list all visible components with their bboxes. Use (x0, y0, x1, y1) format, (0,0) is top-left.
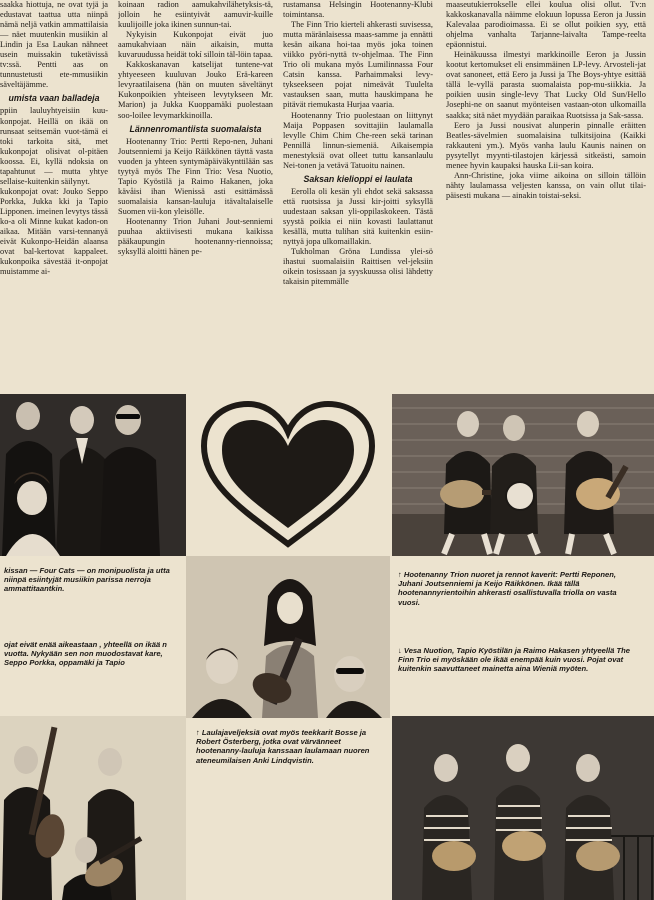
caption-text: ojat eivät enää aikeastaan , yhteellä on ikää n vuotta. Nykyään sen non muodostavat kare, Seppo Porkka, oppamäki ja Tapio (4, 640, 167, 668)
heart-icon (186, 394, 390, 556)
paragraph: koinaan radion aamukahvilähetyksis-tä, jolloin he esiintyivät aamuvir-kuille kuulijoille joka ikinen sunnun-tai. (118, 0, 273, 30)
finn-trio-photo (392, 716, 654, 900)
paragraph: kukonpojat ovat: Jouko Seppo Porkka, Jukka kki ja Tapio Lipponen. imeinen levytys tässä ko-a oli Minne kukat kadon-on aikaa. Mitään varsi-tennanyä eivät Kukonpo-Heidän alaansa ovat bal-kertovat kappaleet. kukonpoika sävestää it-onpojat muistamme ai- (0, 186, 108, 277)
caption-text: kissan — Four Cats — on monipuolista ja utta niinpä esiintyjät musiikin parissa nerroja ammattitaantkin. (4, 566, 170, 594)
paragraph: maaseutukierrokselle ellei koulua olisi ollut. Tv:n kakkoskanavalla näimme elokuun lopussa Eeron ja Jussin Kalevalaa parodioimassa. Ei se ollut poikien syy, että ohjelma vanhalta Tarjanne-laivalta Tampe-reelta epäonnistui. (446, 0, 646, 50)
article-column-1 (0, 0, 108, 392)
paragraph: Nykyisin Kukonpojat eivät juo aamukahviaan näin aikaisin, mutta kuvaruudussa heidät tokí silloin täl-löin tapaa. (118, 30, 273, 60)
photo-caption (398, 570, 638, 607)
kukonpojat-photo (0, 716, 186, 900)
siblings-illustration (186, 556, 390, 718)
paragraph: Kakkoskanavan katselijat tuntene-vat yhtyeeseen kuuluvan Jouko Erä-kareen levyraatilaisena (hän on muuten säveltänyt Kukonpoikien yhteiseen levytykseen Mr. Marion) ja Jukka Kuoppamäki puolestaan soo-loilee levymarkkinoilla. (118, 60, 273, 120)
paragraph: The Finn Trio kierteli ahkerasti suvisessa, mutta märänlaisessa maas-samme ja ennätti kesän aikana hoi-taa myös joka toinen viikko pyöri-nyttä tv-ohjelmaa. The Finn Trio oli mukana myös Lumilinnassa Four Catsin kanssa. Parhaimmaksi levy-tykseekseen pojat nimeävät Tuulelta vastauksen saan, mutta hauskimpana he pitävät riemukasta Hurjaa vaaria. (283, 20, 433, 110)
section-heading: umista vaan balladeja (8, 93, 100, 104)
paragraph: Heinäkuussa ilmestyi markkinoille Eeron ja Jussin kootut kertomukset eli ensimmäinen LP-levy. Arvosteli-jat ovat sanoneet, että Eero ja Jussi ja The Boys-yhtye esittää tällä le-vyllä parasta suomalaista pop-mu-siikkia. Ja poikien uusin single-levy That Lucky Old Sun/Hello Josephi-ne on saanut myönteisen vastaan-oton ulkomailla saakka; sitä näet myydään paraikaa Ruotsissa ja Sak-sassa. (446, 50, 646, 120)
paragraph: Hootenanny Trio puolestaan on liittynyt Maija Poppasen sovittajiin laulamalla levylle Chim Chim Che-reen sekä tarinan Pennillä linnun-siemeniä. Aikaisempia menestyksiä ovat olleet tuttu kansanlaulu Nei-tonen ja vetävä Tatuoitu nainen. (283, 110, 433, 170)
heart-graphic (186, 394, 390, 556)
photo-caption (398, 646, 638, 674)
osterberg-siblings-photo (186, 556, 390, 718)
paragraph: Hootenanny Trio: Pertti Repo-nen, Juhani Joutsenniemi ja Keijo Räikkönen täyttä vasta vuoden ja yhteen syntymäpäiväkynttilään sas tyytyä myös The Finn Trio: Vesa Nuotio, Tapio Kyöstilä ja Raimo Hakanen, joka kävåisi ihan Wienissä asti esittämässä suomalaisia kansan-lauluja itävaltalaiselle Suomen vii-kon yleisölle. (118, 136, 273, 216)
paragraph: Eerolla oli kesän yli ehdot sekä saksassa että ruotsissa ja Jussi kir-joitti syksyllä uudestaan saksan yli-oppilaskokeen. Tästä syystä poikia ei niin kovasti laulattanut kesällä, mutta tulihan sitä kuitenkin esiin-nyttyä jopa ulkomaillakin. (283, 186, 433, 247)
four-cats-illustration (0, 394, 186, 556)
four-cats-photo (0, 394, 186, 556)
photo-caption (4, 640, 180, 668)
photo-caption (4, 566, 180, 594)
section-heading: Lännenromantiista suomalaista (129, 123, 262, 134)
caption-text: ↑ Hootenanny Trion nuoret ja rennot kaverit: Pertti Reponen, Juhani Joutsenniemi ja Keijo Räikkönen. Ikää tällä hootenannyrientoihin ahkerasti osallistuvalla triolla on vasta vuosi. (398, 570, 617, 607)
paragraph: ppiin lauluyhtyeisiin kuu-konpojat. Heillä on ikää on runsaat seitsemän vuot-tämä ei toki tarkoita sitä, met kukonpojat olisivat ol-pitäen koossa. Ei, kyllä ndoksia on tapahtunut — mutta yhtye sellaise-kuitenkin säilynyt. (0, 106, 108, 186)
paragraph: Eero ja Jussi nousivat alunperin pinnalle eräitten Beatles-sävelmien suomalaisina tulkitsijoina (Kaikki rakkauteni ym.). Myös vanha laulu Kaunis nainen on pysytellyt myynti-tilastojen kärjessä sitkeästi, samoin menee hyvin kaupaksi hauska Lii-san koira. (446, 120, 646, 170)
caption-text: ↑ Laulajaveljeksiä ovat myös teekkarit Bosse ja Robert Österberg, jotka ovat värvänneet hootenanny-lauluja kanssaan laulamaan nuoren ateneumilaisen Anki Lindqvistin. (196, 728, 370, 765)
paragraph: Tukholman Gröna Lundissa ylei-sö ihastui suomalaisiin Raittisen vel-jeksiin oikein tosissaan ja syyskuussa olisi lähdetty takaisin pitemmälle (283, 247, 433, 287)
paragraph: Ann-Christine, joka viime aikoina on silloin tällöin nähty laulamassa veljesten kanssa, on vain ollut tilai-päisesti mukana — ainakin toistai-seksi. (446, 170, 646, 200)
photo-caption (196, 728, 382, 765)
article-column-4 (446, 0, 646, 392)
paragraph: rustamansa Helsingin Hootenanny-Klubi toimintansa. (283, 0, 433, 20)
kukonpojat-illustration (0, 716, 186, 900)
hootenanny-trio-photo (392, 394, 654, 556)
hootenanny-illustration (392, 394, 654, 556)
article-column-2 (118, 0, 273, 392)
paragraph: saakka hiottuja, ne ovat tyjä ja edustavat taattua utta niinpä nämä neljä vatkin ammattilaisia — näet muutenkin musiikin al Lindin ja Esa Laukan nähneet usein muissakin tuketävissä tv:ssä. Pentti aas on tunnustetusti ete-mmusiikin säveltäjämme. (0, 0, 108, 90)
finn-trio-illustration (392, 716, 654, 900)
section-heading: Saksan kielioppi ei laulata (303, 173, 413, 184)
article-column-3 (283, 0, 433, 392)
caption-text: ↓ Vesa Nuotion, Tapio Kyöstilän ja Raimo Hakasen yhtyeellä The Finn Trio ei myöskään ole ikää enempää kuin vuosi. Pojat ovat kuitenkin saavuttaneet mainetta aina Wieniä myöten. (398, 646, 630, 674)
paragraph: Hootenanny Trion Juhani Jout-senniemi puuhaa aktiivisesti mukana kaikissa pääkaupungin hootenanny-riennoissa; syksyllä aloitti hänen pe- (118, 216, 273, 257)
